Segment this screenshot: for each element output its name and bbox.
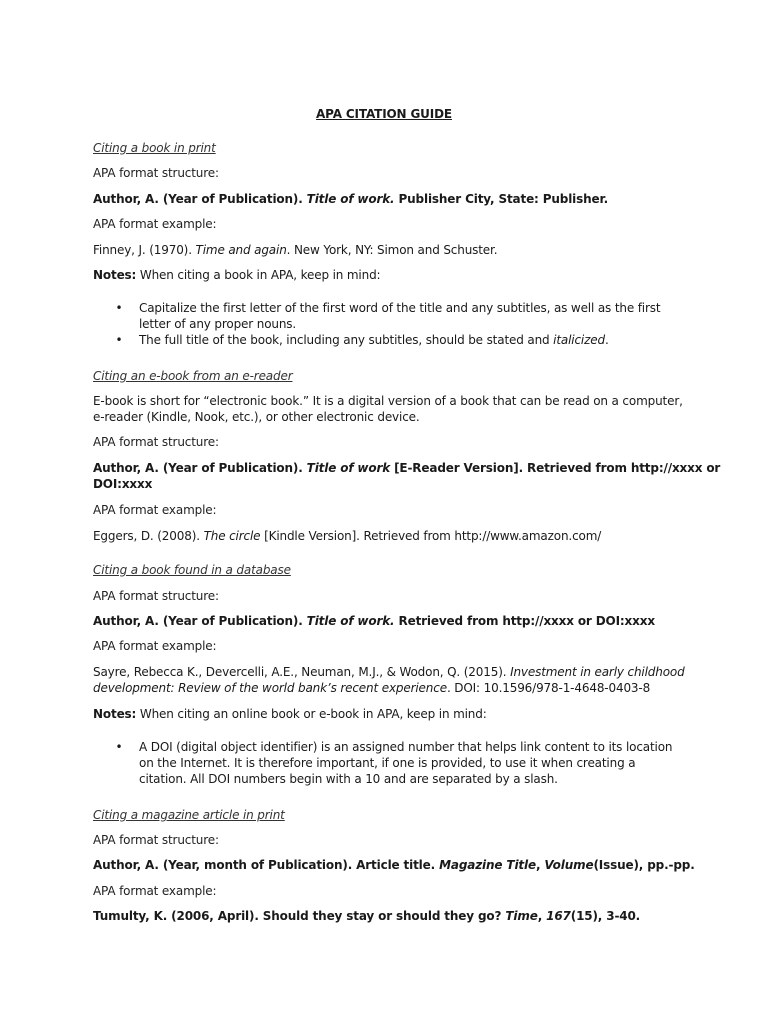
structure-author: Author, A. (Year, month of Publication). Article title. <box>93 858 440 872</box>
bullet-icon: • <box>115 301 123 315</box>
notes-text: When citing a book in APA, keep in mind: <box>136 268 381 282</box>
format-example-label: APA format example: <box>93 639 217 653</box>
format-example-book-print <box>93 242 683 258</box>
structure-title: Title of work <box>306 461 391 475</box>
example-title: The circle <box>203 529 261 543</box>
bullet-line: Capitalize the first letter of the first word of the title and any subtitles, as well as the first <box>139 301 661 315</box>
structure-rest: Retrieved from http://xxxx or DOI:xxxx <box>394 614 655 628</box>
bullet-icon: • <box>115 740 123 754</box>
format-example-label: APA format example: <box>93 217 217 231</box>
notes-list-database <box>113 739 673 787</box>
structure-title: Title of work. <box>306 614 395 628</box>
structure-comma: , <box>535 858 545 872</box>
structure-author: Author, A. (Year of Publication). <box>93 461 307 475</box>
section-heading-database: Citing a book found in a database <box>93 563 291 577</box>
notes-list-book-print <box>113 300 673 348</box>
format-structure-book-print <box>93 191 683 207</box>
format-example-label: APA format example: <box>93 884 217 898</box>
section-heading-ebook: Citing an e-book from an e-reader <box>93 369 293 383</box>
format-structure-label: APA format structure: <box>93 166 219 180</box>
format-structure-database <box>93 613 683 629</box>
structure-volume: Volume <box>544 858 594 872</box>
section-heading-book-print: Citing a book in print <box>93 141 216 155</box>
notes-database <box>93 706 683 722</box>
structure-author: Author, A. (Year of Publication). <box>93 614 307 628</box>
intro-line: E-book is short for “electronic book.” It is a digital version of a book that can be read on a computer, <box>93 394 683 408</box>
list-item <box>113 739 673 787</box>
bullet-line: on the Internet. It is therefore important, if one is provided, to use it when creating a <box>139 756 636 770</box>
example-title: Time and again <box>195 243 287 257</box>
example-rest: (15), 3-40. <box>570 909 641 923</box>
format-example-ebook <box>93 528 683 544</box>
notes-text: When citing an online book or e-book in APA, keep in mind: <box>136 707 487 721</box>
format-structure-label: APA format structure: <box>93 435 219 449</box>
example-author: Finney, J. (1970). <box>93 243 196 257</box>
format-structure-label: APA format structure: <box>93 833 219 847</box>
bullet-line: letter of any proper nouns. <box>139 317 297 331</box>
format-structure-ebook <box>93 460 721 492</box>
example-title: development: Review of the world bank’s recent experience <box>93 681 447 695</box>
format-example-database <box>93 664 683 696</box>
ebook-intro <box>93 393 683 425</box>
format-structure-label: APA format structure: <box>93 589 219 603</box>
list-item <box>113 300 673 332</box>
structure-rest: DOI:xxxx <box>93 477 153 491</box>
list-item <box>113 332 673 348</box>
bullet-text: The full title of the book, including any subtitles, should be stated and <box>139 333 554 347</box>
notes-label: Notes: <box>93 707 137 721</box>
structure-rest: [E-Reader Version]. Retrieved from http://xxxx or <box>390 461 721 475</box>
structure-rest: (Issue), pp.-pp. <box>593 858 695 872</box>
example-title: Investment in early childhood <box>510 665 685 679</box>
structure-rest: Publisher City, State: Publisher. <box>394 192 608 206</box>
bullet-line: citation. All DOI numbers begin with a 10 and are separated by a slash. <box>139 772 558 786</box>
structure-magazine: Magazine Title <box>439 858 536 872</box>
example-comma: , <box>537 909 547 923</box>
section-heading-magazine: Citing a magazine article in print <box>93 808 285 822</box>
example-magazine: Time <box>505 909 538 923</box>
bullet-italic: italicized <box>553 333 605 347</box>
example-author: Sayre, Rebecca K., Devercelli, A.E., Neuman, M.J., & Wodon, Q. (2015). <box>93 665 511 679</box>
format-example-magazine <box>93 908 683 924</box>
example-rest: . New York, NY: Simon and Schuster. <box>286 243 498 257</box>
bullet-icon: • <box>115 333 123 347</box>
notes-label: Notes: <box>93 268 137 282</box>
format-structure-magazine <box>93 857 695 873</box>
structure-author: Author, A. (Year of Publication). <box>93 192 307 206</box>
format-example-label: APA format example: <box>93 503 217 517</box>
intro-line: e-reader (Kindle, Nook, etc.), or other electronic device. <box>93 410 420 424</box>
document-title: APA CITATION GUIDE <box>316 107 452 121</box>
example-rest: . DOI: 10.1596/978-1-4648-0403-8 <box>446 681 651 695</box>
example-author: Tumulty, K. (2006, April). Should they stay or should they go? <box>93 909 506 923</box>
example-rest: [Kindle Version]. Retrieved from http://www.amazon.com/ <box>260 529 602 543</box>
bullet-line: A DOI (digital object identifier) is an assigned number that helps link content to its location <box>139 740 673 754</box>
notes-book-print <box>93 267 683 283</box>
bullet-end: . <box>604 333 609 347</box>
example-author: Eggers, D. (2008). <box>93 529 204 543</box>
example-volume: 167 <box>546 909 571 923</box>
structure-title: Title of work. <box>306 192 395 206</box>
